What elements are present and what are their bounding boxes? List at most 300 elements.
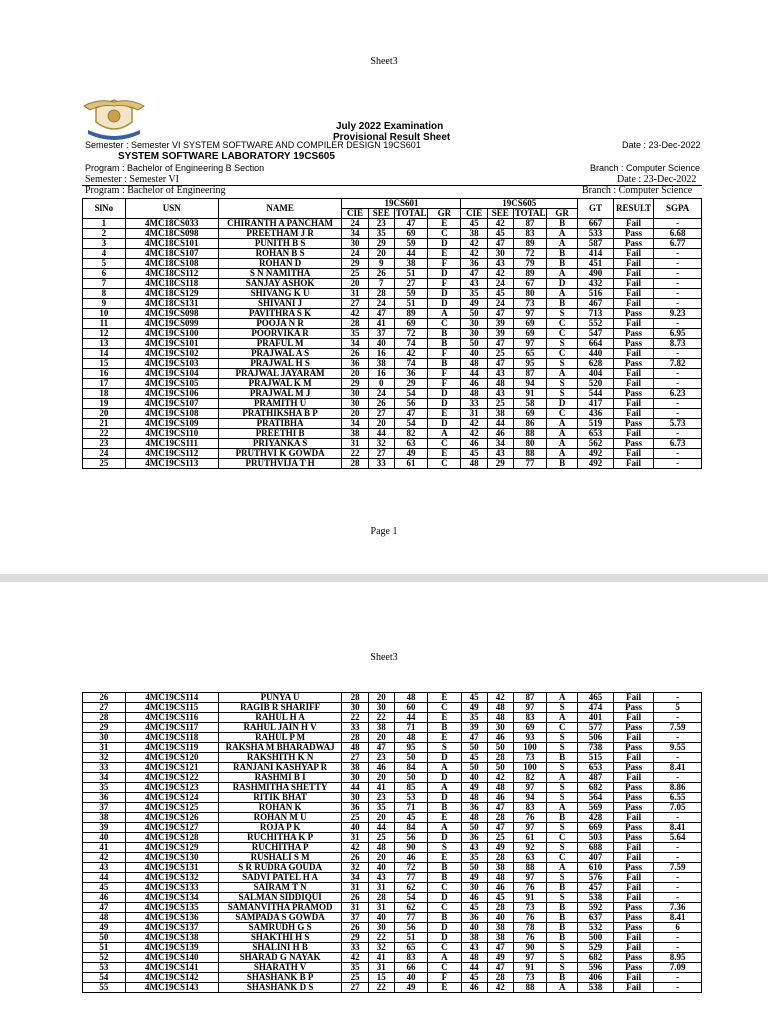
cell-gr-601: E	[428, 813, 461, 823]
cell-sgpa: 6	[654, 923, 702, 933]
cell-gr-601: C	[428, 903, 461, 913]
cell-total-601: 72	[394, 329, 427, 339]
cell-gt: 492	[578, 459, 614, 469]
cell-usn: 4MC19CS114	[125, 693, 218, 703]
cell-slno: 41	[83, 843, 126, 853]
cell-total-601: 65	[394, 943, 427, 953]
cell-see-605: 45	[487, 289, 513, 299]
cell-usn: 4MC19CS128	[125, 833, 218, 843]
cell-name: RAHUL H A	[218, 713, 342, 723]
cell-see-605: 28	[487, 903, 513, 913]
cell-total-601: 74	[394, 359, 427, 369]
cell-slno: 42	[83, 853, 126, 863]
cell-total-601: 71	[394, 723, 427, 733]
cell-cie-605: 40	[461, 923, 487, 933]
semester-course-line: Semester : Semester VI SYSTEM SOFTWARE AND COMPILER DESIGN 19CS601	[85, 140, 421, 150]
cell-cie-605: 49	[461, 703, 487, 713]
cell-gt: 664	[578, 339, 614, 349]
cell-cie-605: 40	[461, 349, 487, 359]
cell-total-605: 80	[513, 439, 546, 449]
cell-see-601: 22	[368, 983, 394, 993]
cell-sgpa: 7.82	[654, 359, 702, 369]
cell-gr-605: S	[547, 763, 578, 773]
cell-cie-601: 42	[342, 309, 368, 319]
cell-gt: 667	[578, 219, 614, 229]
cell-total-601: 50	[394, 753, 427, 763]
cell-cie-605: 40	[461, 773, 487, 783]
cell-gr-605: B	[547, 249, 578, 259]
cell-total-605: 69	[513, 319, 546, 329]
cell-total-601: 48	[394, 693, 427, 703]
cell-gt: 564	[578, 793, 614, 803]
cell-slno: 19	[83, 399, 126, 409]
cell-sgpa: 8.86	[654, 783, 702, 793]
cell-slno: 15	[83, 359, 126, 369]
cell-cie-605: 43	[461, 943, 487, 953]
cell-usn: 4MC19CS113	[125, 459, 218, 469]
cell-result: Fail	[613, 279, 653, 289]
cell-total-601: 49	[394, 983, 427, 993]
cell-result: Pass	[613, 763, 653, 773]
cell-cie-601: 48	[342, 743, 368, 753]
cell-cie-605: 49	[461, 783, 487, 793]
cell-total-601: 56	[394, 833, 427, 843]
cell-total-601: 49	[394, 449, 427, 459]
cell-cie-601: 28	[342, 319, 368, 329]
cell-cie-601: 38	[342, 763, 368, 773]
cell-gr-601: D	[428, 833, 461, 843]
cell-sgpa: -	[654, 319, 702, 329]
cell-total-601: 72	[394, 863, 427, 873]
cell-usn: 4MC19CS107	[125, 399, 218, 409]
cell-total-605: 69	[513, 329, 546, 339]
cell-cie-605: 49	[461, 299, 487, 309]
cell-gr-601: D	[428, 269, 461, 279]
cell-result: Pass	[613, 419, 653, 429]
cell-total-601: 77	[394, 913, 427, 923]
cell-see-605: 25	[487, 349, 513, 359]
cell-name: SAMANVITHA PRAMOD	[218, 903, 342, 913]
cell-name: RUCHITHA K P	[218, 833, 342, 843]
cell-usn: 4MC19CS127	[125, 823, 218, 833]
cell-cie-601: 34	[342, 873, 368, 883]
cell-gr-601: B	[428, 913, 461, 923]
cell-name: SHASHANK B P	[218, 973, 342, 983]
cell-total-605: 65	[513, 349, 546, 359]
cell-see-601: 20	[368, 733, 394, 743]
cell-sgpa: 8.41	[654, 913, 702, 923]
table-row	[83, 259, 702, 269]
table-row	[83, 229, 702, 239]
cell-total-601: 53	[394, 793, 427, 803]
cell-gr-605: S	[547, 843, 578, 853]
cell-total-605: 97	[513, 953, 546, 963]
cell-cie-601: 27	[342, 299, 368, 309]
table-row	[83, 369, 702, 379]
cell-name: ROJA P K	[218, 823, 342, 833]
cell-sgpa: -	[654, 219, 702, 229]
cell-cie-605: 43	[461, 843, 487, 853]
cell-cie-605: 38	[461, 933, 487, 943]
cell-total-601: 83	[394, 953, 427, 963]
cell-gr-601: B	[428, 723, 461, 733]
cell-slno: 2	[83, 229, 126, 239]
cell-name: SHARATH V	[218, 963, 342, 973]
header-cie: CIE	[342, 209, 368, 219]
table-row	[83, 219, 702, 229]
cell-gt: 428	[578, 813, 614, 823]
table-row	[83, 773, 702, 783]
cell-see-601: 43	[368, 873, 394, 883]
cell-cie-605: 45	[461, 693, 487, 703]
cell-name: PAVITHRA S K	[218, 309, 342, 319]
cell-usn: 4MC18CS033	[125, 219, 218, 229]
cell-gr-601: D	[428, 389, 461, 399]
cell-total-601: 69	[394, 229, 427, 239]
cell-total-605: 95	[513, 359, 546, 369]
cell-total-605: 83	[513, 713, 546, 723]
cell-slno: 35	[83, 783, 126, 793]
cell-gr-605: B	[547, 753, 578, 763]
cell-cie-605: 50	[461, 339, 487, 349]
cell-total-605: 87	[513, 693, 546, 703]
cell-cie-601: 28	[342, 459, 368, 469]
cell-gr-601: E	[428, 249, 461, 259]
table-row	[83, 873, 702, 883]
cell-see-601: 29	[368, 239, 394, 249]
table-row	[83, 693, 702, 703]
cell-result: Fail	[613, 269, 653, 279]
cell-see-605: 25	[487, 833, 513, 843]
cell-name: PUNITH B S	[218, 239, 342, 249]
cell-result: Fail	[613, 409, 653, 419]
table-row	[83, 429, 702, 439]
cell-result: Pass	[613, 903, 653, 913]
cell-total-601: 77	[394, 873, 427, 883]
cell-gr-605: A	[547, 239, 578, 249]
cell-see-605: 38	[487, 409, 513, 419]
cell-cie-605: 48	[461, 359, 487, 369]
cell-sgpa: -	[654, 873, 702, 883]
cell-name: SHARAD G NAYAK	[218, 953, 342, 963]
cell-result: Pass	[613, 329, 653, 339]
cell-see-601: 24	[368, 299, 394, 309]
table-row	[83, 973, 702, 983]
cell-gr-601: F	[428, 369, 461, 379]
cell-result: Pass	[613, 359, 653, 369]
cell-usn: 4MC19CS135	[125, 903, 218, 913]
cell-total-601: 45	[394, 813, 427, 823]
cell-gr-605: B	[547, 299, 578, 309]
cell-see-605: 47	[487, 359, 513, 369]
cell-sgpa: -	[654, 843, 702, 853]
cell-total-601: 60	[394, 703, 427, 713]
cell-total-601: 56	[394, 399, 427, 409]
cell-see-605: 48	[487, 873, 513, 883]
cell-gt: 576	[578, 873, 614, 883]
cell-gt: 532	[578, 923, 614, 933]
cell-gr-605: C	[547, 723, 578, 733]
cell-gr-605: A	[547, 419, 578, 429]
cell-gr-601: A	[428, 763, 461, 773]
cell-see-605: 42	[487, 983, 513, 993]
table-row	[83, 913, 702, 923]
cell-see-605: 29	[487, 459, 513, 469]
cell-sgpa: 7.09	[654, 963, 702, 973]
cell-gr-601: C	[428, 439, 461, 449]
cell-see-601: 23	[368, 219, 394, 229]
cell-usn: 4MC19CS122	[125, 773, 218, 783]
cell-cie-601: 30	[342, 239, 368, 249]
cell-cie-601: 29	[342, 259, 368, 269]
cell-gt: 592	[578, 903, 614, 913]
cell-cie-601: 34	[342, 419, 368, 429]
cell-slno: 53	[83, 963, 126, 973]
cell-see-605: 42	[487, 773, 513, 783]
cell-gr-605: S	[547, 733, 578, 743]
program-section-line: Program : Bachelor of Engineering B Section	[85, 163, 265, 173]
cell-slno: 31	[83, 743, 126, 753]
cell-total-601: 85	[394, 783, 427, 793]
table-row	[83, 743, 702, 753]
cell-slno: 11	[83, 319, 126, 329]
cell-total-605: 73	[513, 299, 546, 309]
cell-usn: 4MC19CS143	[125, 983, 218, 993]
table-row	[83, 449, 702, 459]
cell-slno: 36	[83, 793, 126, 803]
cell-gt: 610	[578, 863, 614, 873]
cell-cie-601: 27	[342, 753, 368, 763]
cell-total-601: 51	[394, 269, 427, 279]
cell-see-601: 20	[368, 419, 394, 429]
cell-cie-601: 28	[342, 733, 368, 743]
semester-line: Semester : Semester VI	[85, 174, 179, 185]
cell-name: SAMRUDH G S	[218, 923, 342, 933]
cell-name: RITIK BHAT	[218, 793, 342, 803]
table-row	[83, 863, 702, 873]
cell-see-605: 42	[487, 269, 513, 279]
cell-slno: 10	[83, 309, 126, 319]
cell-name: PRUTHVI K GOWDA	[218, 449, 342, 459]
cell-result: Fail	[613, 713, 653, 723]
cell-name: SAMPADA S GOWDA	[218, 913, 342, 923]
cell-cie-601: 26	[342, 349, 368, 359]
cell-sgpa: -	[654, 973, 702, 983]
header-slno: SlNo	[83, 199, 126, 219]
cell-see-605: 28	[487, 753, 513, 763]
table-row	[83, 783, 702, 793]
cell-total-605: 92	[513, 843, 546, 853]
cell-see-605: 48	[487, 703, 513, 713]
cell-see-605: 49	[487, 843, 513, 853]
cell-see-605: 24	[487, 279, 513, 289]
cell-gr-605: A	[547, 369, 578, 379]
cell-name: RAKSHITH K N	[218, 753, 342, 763]
cell-see-601: 0	[368, 379, 394, 389]
cell-gr-605: C	[547, 853, 578, 863]
table-row	[83, 359, 702, 369]
cell-see-605: 38	[487, 933, 513, 943]
cell-cie-605: 46	[461, 439, 487, 449]
cell-sgpa: -	[654, 349, 702, 359]
header-gt: GT	[578, 199, 614, 219]
cell-sgpa: -	[654, 299, 702, 309]
cell-cie-605: 49	[461, 873, 487, 883]
cell-gr-605: S	[547, 339, 578, 349]
cell-gr-605: B	[547, 923, 578, 933]
cell-slno: 5	[83, 259, 126, 269]
cell-gr-605: A	[547, 773, 578, 783]
cell-gt: 562	[578, 439, 614, 449]
cell-result: Pass	[613, 239, 653, 249]
cell-see-601: 31	[368, 883, 394, 893]
cell-result: Fail	[613, 973, 653, 983]
cell-slno: 32	[83, 753, 126, 763]
cell-cie-601: 35	[342, 963, 368, 973]
cell-see-601: 7	[368, 279, 394, 289]
cell-gt: 682	[578, 783, 614, 793]
cell-slno: 8	[83, 289, 126, 299]
cell-result: Fail	[613, 379, 653, 389]
cell-result: Fail	[613, 369, 653, 379]
cell-see-601: 44	[368, 823, 394, 833]
cell-gr-601: E	[428, 733, 461, 743]
cell-cie-605: 48	[461, 459, 487, 469]
branch-line: Branch : Computer Science	[582, 185, 693, 196]
cell-cie-605: 35	[461, 713, 487, 723]
cell-result: Pass	[613, 913, 653, 923]
cell-slno: 4	[83, 249, 126, 259]
cell-gt: 457	[578, 883, 614, 893]
cell-cie-605: 45	[461, 753, 487, 763]
cell-see-605: 46	[487, 429, 513, 439]
cell-total-601: 59	[394, 289, 427, 299]
cell-gr-601: F	[428, 279, 461, 289]
cell-usn: 4MC19CS104	[125, 369, 218, 379]
cell-gr-605: S	[547, 793, 578, 803]
cell-see-601: 25	[368, 833, 394, 843]
cell-result: Pass	[613, 953, 653, 963]
cell-cie-605: 31	[461, 409, 487, 419]
cell-total-605: 73	[513, 973, 546, 983]
cell-gr-601: F	[428, 973, 461, 983]
cell-gt: 467	[578, 299, 614, 309]
cell-name: PRAMITH U	[218, 399, 342, 409]
header-sgpa: SGPA	[654, 199, 702, 219]
cell-cie-605: 46	[461, 379, 487, 389]
cell-result: Pass	[613, 439, 653, 449]
cell-name: PRUTHVIJA T H	[218, 459, 342, 469]
cell-gt: 404	[578, 369, 614, 379]
cell-see-601: 22	[368, 933, 394, 943]
cell-usn: 4MC19CS141	[125, 963, 218, 973]
cell-name: ROHAN B S	[218, 249, 342, 259]
cell-see-605: 38	[487, 923, 513, 933]
cell-see-605: 34	[487, 439, 513, 449]
cell-see-601: 23	[368, 753, 394, 763]
cell-usn: 4MC19CS103	[125, 359, 218, 369]
cell-cie-605: 42	[461, 429, 487, 439]
cell-gt: 653	[578, 429, 614, 439]
cell-cie-605: 47	[461, 269, 487, 279]
cell-total-601: 47	[394, 409, 427, 419]
cell-see-605: 24	[487, 299, 513, 309]
cell-result: Fail	[613, 813, 653, 823]
cell-gt: 577	[578, 723, 614, 733]
cell-gt: 492	[578, 449, 614, 459]
cell-cie-601: 29	[342, 379, 368, 389]
cell-slno: 22	[83, 429, 126, 439]
cell-slno: 49	[83, 923, 126, 933]
table-row	[83, 963, 702, 973]
cell-total-605: 67	[513, 279, 546, 289]
cell-result: Pass	[613, 963, 653, 973]
cell-gr-605: A	[547, 229, 578, 239]
cell-gr-605: A	[547, 803, 578, 813]
cell-cie-601: 30	[342, 703, 368, 713]
cell-usn: 4MC19CS134	[125, 893, 218, 903]
cell-total-605: 87	[513, 219, 546, 229]
cell-usn: 4MC19CS102	[125, 349, 218, 359]
cell-result: Fail	[613, 733, 653, 743]
cell-usn: 4MC19CS131	[125, 863, 218, 873]
cell-see-605: 39	[487, 329, 513, 339]
table-row	[83, 439, 702, 449]
cell-usn: 4MC19CS133	[125, 883, 218, 893]
cell-gr-601: D	[428, 299, 461, 309]
cell-slno: 24	[83, 449, 126, 459]
cell-total-601: 74	[394, 339, 427, 349]
cell-total-605: 94	[513, 379, 546, 389]
cell-see-601: 24	[368, 389, 394, 399]
cell-total-601: 54	[394, 389, 427, 399]
cell-usn: 4MC18CS107	[125, 249, 218, 259]
cell-slno: 29	[83, 723, 126, 733]
cell-cie-601: 37	[342, 913, 368, 923]
cell-cie-601: 24	[342, 219, 368, 229]
cell-gr-601: D	[428, 419, 461, 429]
cell-total-605: 76	[513, 913, 546, 923]
cell-gt: 653	[578, 763, 614, 773]
cell-see-601: 20	[368, 693, 394, 703]
cell-gt: 407	[578, 853, 614, 863]
cell-gr-601: E	[428, 449, 461, 459]
cell-see-605: 30	[487, 723, 513, 733]
cell-usn: 4MC18CS118	[125, 279, 218, 289]
cell-see-605: 30	[487, 249, 513, 259]
cell-total-605: 76	[513, 933, 546, 943]
cell-result: Pass	[613, 823, 653, 833]
cell-sgpa: -	[654, 983, 702, 993]
cell-see-605: 48	[487, 783, 513, 793]
cell-see-605: 42	[487, 219, 513, 229]
cell-total-601: 95	[394, 743, 427, 753]
cell-gr-601: C	[428, 943, 461, 953]
cell-usn: 4MC18CS101	[125, 239, 218, 249]
cell-gr-605: S	[547, 953, 578, 963]
cell-see-601: 23	[368, 793, 394, 803]
cell-gr-605: A	[547, 449, 578, 459]
table-row	[83, 723, 702, 733]
result-table-page-2	[82, 692, 702, 993]
cell-total-605: 72	[513, 249, 546, 259]
table-row	[83, 833, 702, 843]
cell-total-605: 83	[513, 803, 546, 813]
cell-cie-605: 48	[461, 813, 487, 823]
cell-cie-605: 44	[461, 369, 487, 379]
cell-slno: 25	[83, 459, 126, 469]
cell-name: SHAKTHI H S	[218, 933, 342, 943]
